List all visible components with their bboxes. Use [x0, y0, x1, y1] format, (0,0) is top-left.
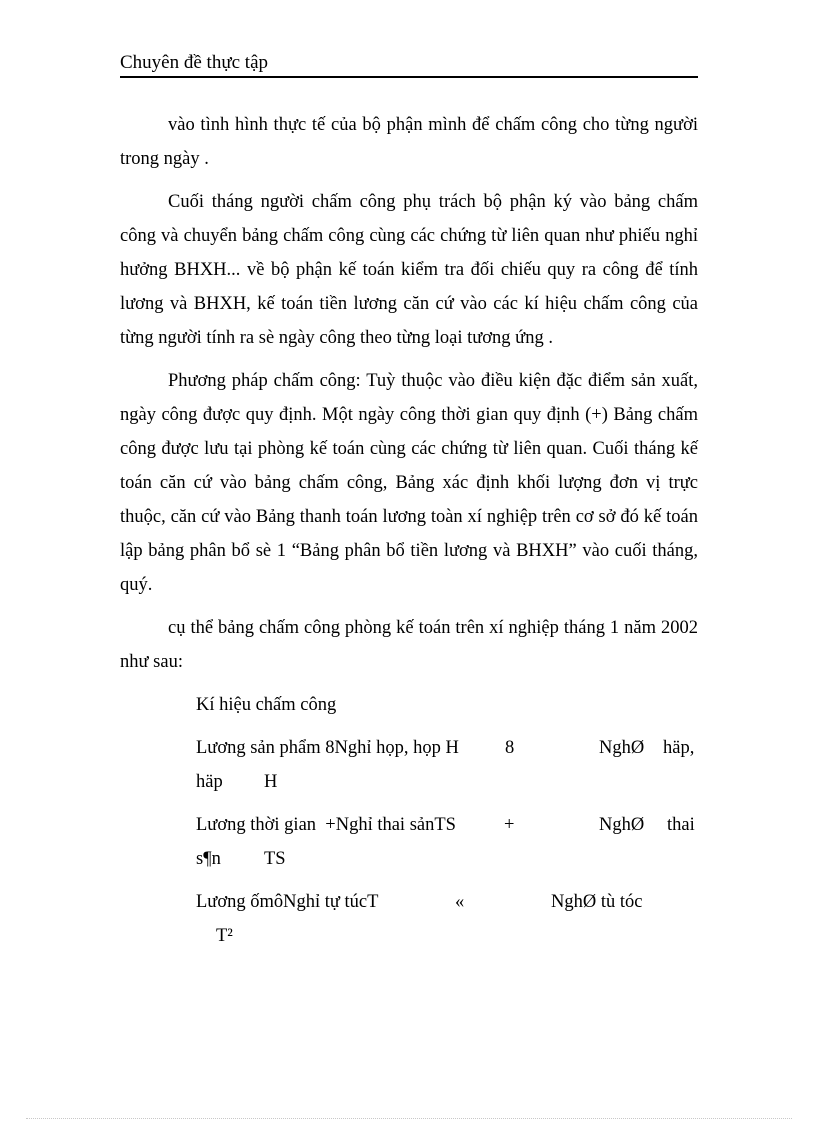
legend-symbol-alt: H: [264, 772, 278, 792]
legend-symbol: +: [504, 815, 515, 835]
legend-item: [196, 808, 698, 876]
legend-label-alt: NghØ tù tóc: [551, 892, 643, 912]
page-bottom-divider: [26, 1118, 792, 1119]
page-header: Chuyên đề thực tập: [120, 51, 698, 78]
legend-symbol: 8: [505, 738, 515, 758]
paragraph: cụ thể bảng chấm công phòng kế toán trên xí nghiệp tháng 1 năm 2002 như sau:: [120, 618, 698, 672]
legend-item: [196, 885, 698, 953]
legend-item: [196, 731, 698, 799]
legend-label: Lương ốmôNghỉ tự túcT: [196, 892, 379, 912]
legend-label-alt-3: s¶n: [196, 849, 221, 869]
legend-symbol: «: [455, 892, 465, 912]
legend-label-alt: NghØ: [599, 815, 645, 835]
legend-label: Lương thời gian +Nghỉ thai sảnTS: [196, 815, 456, 835]
legend-heading: Kí hiệu chấm công: [196, 695, 337, 715]
paragraph: Phương pháp chấm công: Tuỳ thuộc vào điều kiện đặc điểm sản xuất, ngày công được quy định. Một ngày công thời gian quy định (+) Bảng chấm công được lưu tại phòng kế toán cùng các chứng từ liên quan. Cuối tháng kế toán căn cứ vào bảng chấm công, Bảng xác định khối lượng đơn vị trực thuộc, căn cứ vào Bảng thanh toán lương toàn xí nghiệp trên cơ sở đó kế toán lập bảng phân bổ sè 1 “Bảng phân bổ tiền lương và BHXH” vào cuối tháng, quý.: [120, 371, 698, 595]
legend-label-alt-2: thai: [667, 815, 695, 835]
legend-label-alt: NghØ: [599, 738, 645, 758]
legend-symbol-alt: TS: [264, 849, 286, 869]
document-body: [120, 108, 698, 962]
legend-symbol-alt: T²: [216, 926, 233, 946]
legend-label-alt-3: häp: [196, 772, 223, 792]
paragraph: Cuối tháng người chấm công phụ trách bộ phận ký vào bảng chấm công và chuyển bảng chấm công cùng các chứng từ liên quan như phiếu nghỉ hưởng BHXH... về bộ phận kế toán kiểm tra đối chiếu quy ra công để tính lương và BHXH, kế toán tiền lương căn cứ vào các kí hiệu chấm công của từng người tính ra sè ngày công theo từng loại tương ứng .: [120, 192, 698, 348]
paragraph: vào tình hình thực tế của bộ phận mình để chấm công cho từng người trong ngày .: [120, 115, 698, 169]
legend-label-alt-2: häp,: [663, 738, 695, 758]
legend-label: Lương sản phẩm 8Nghỉ họp, họp H: [196, 738, 459, 758]
legend-section: [196, 688, 698, 953]
